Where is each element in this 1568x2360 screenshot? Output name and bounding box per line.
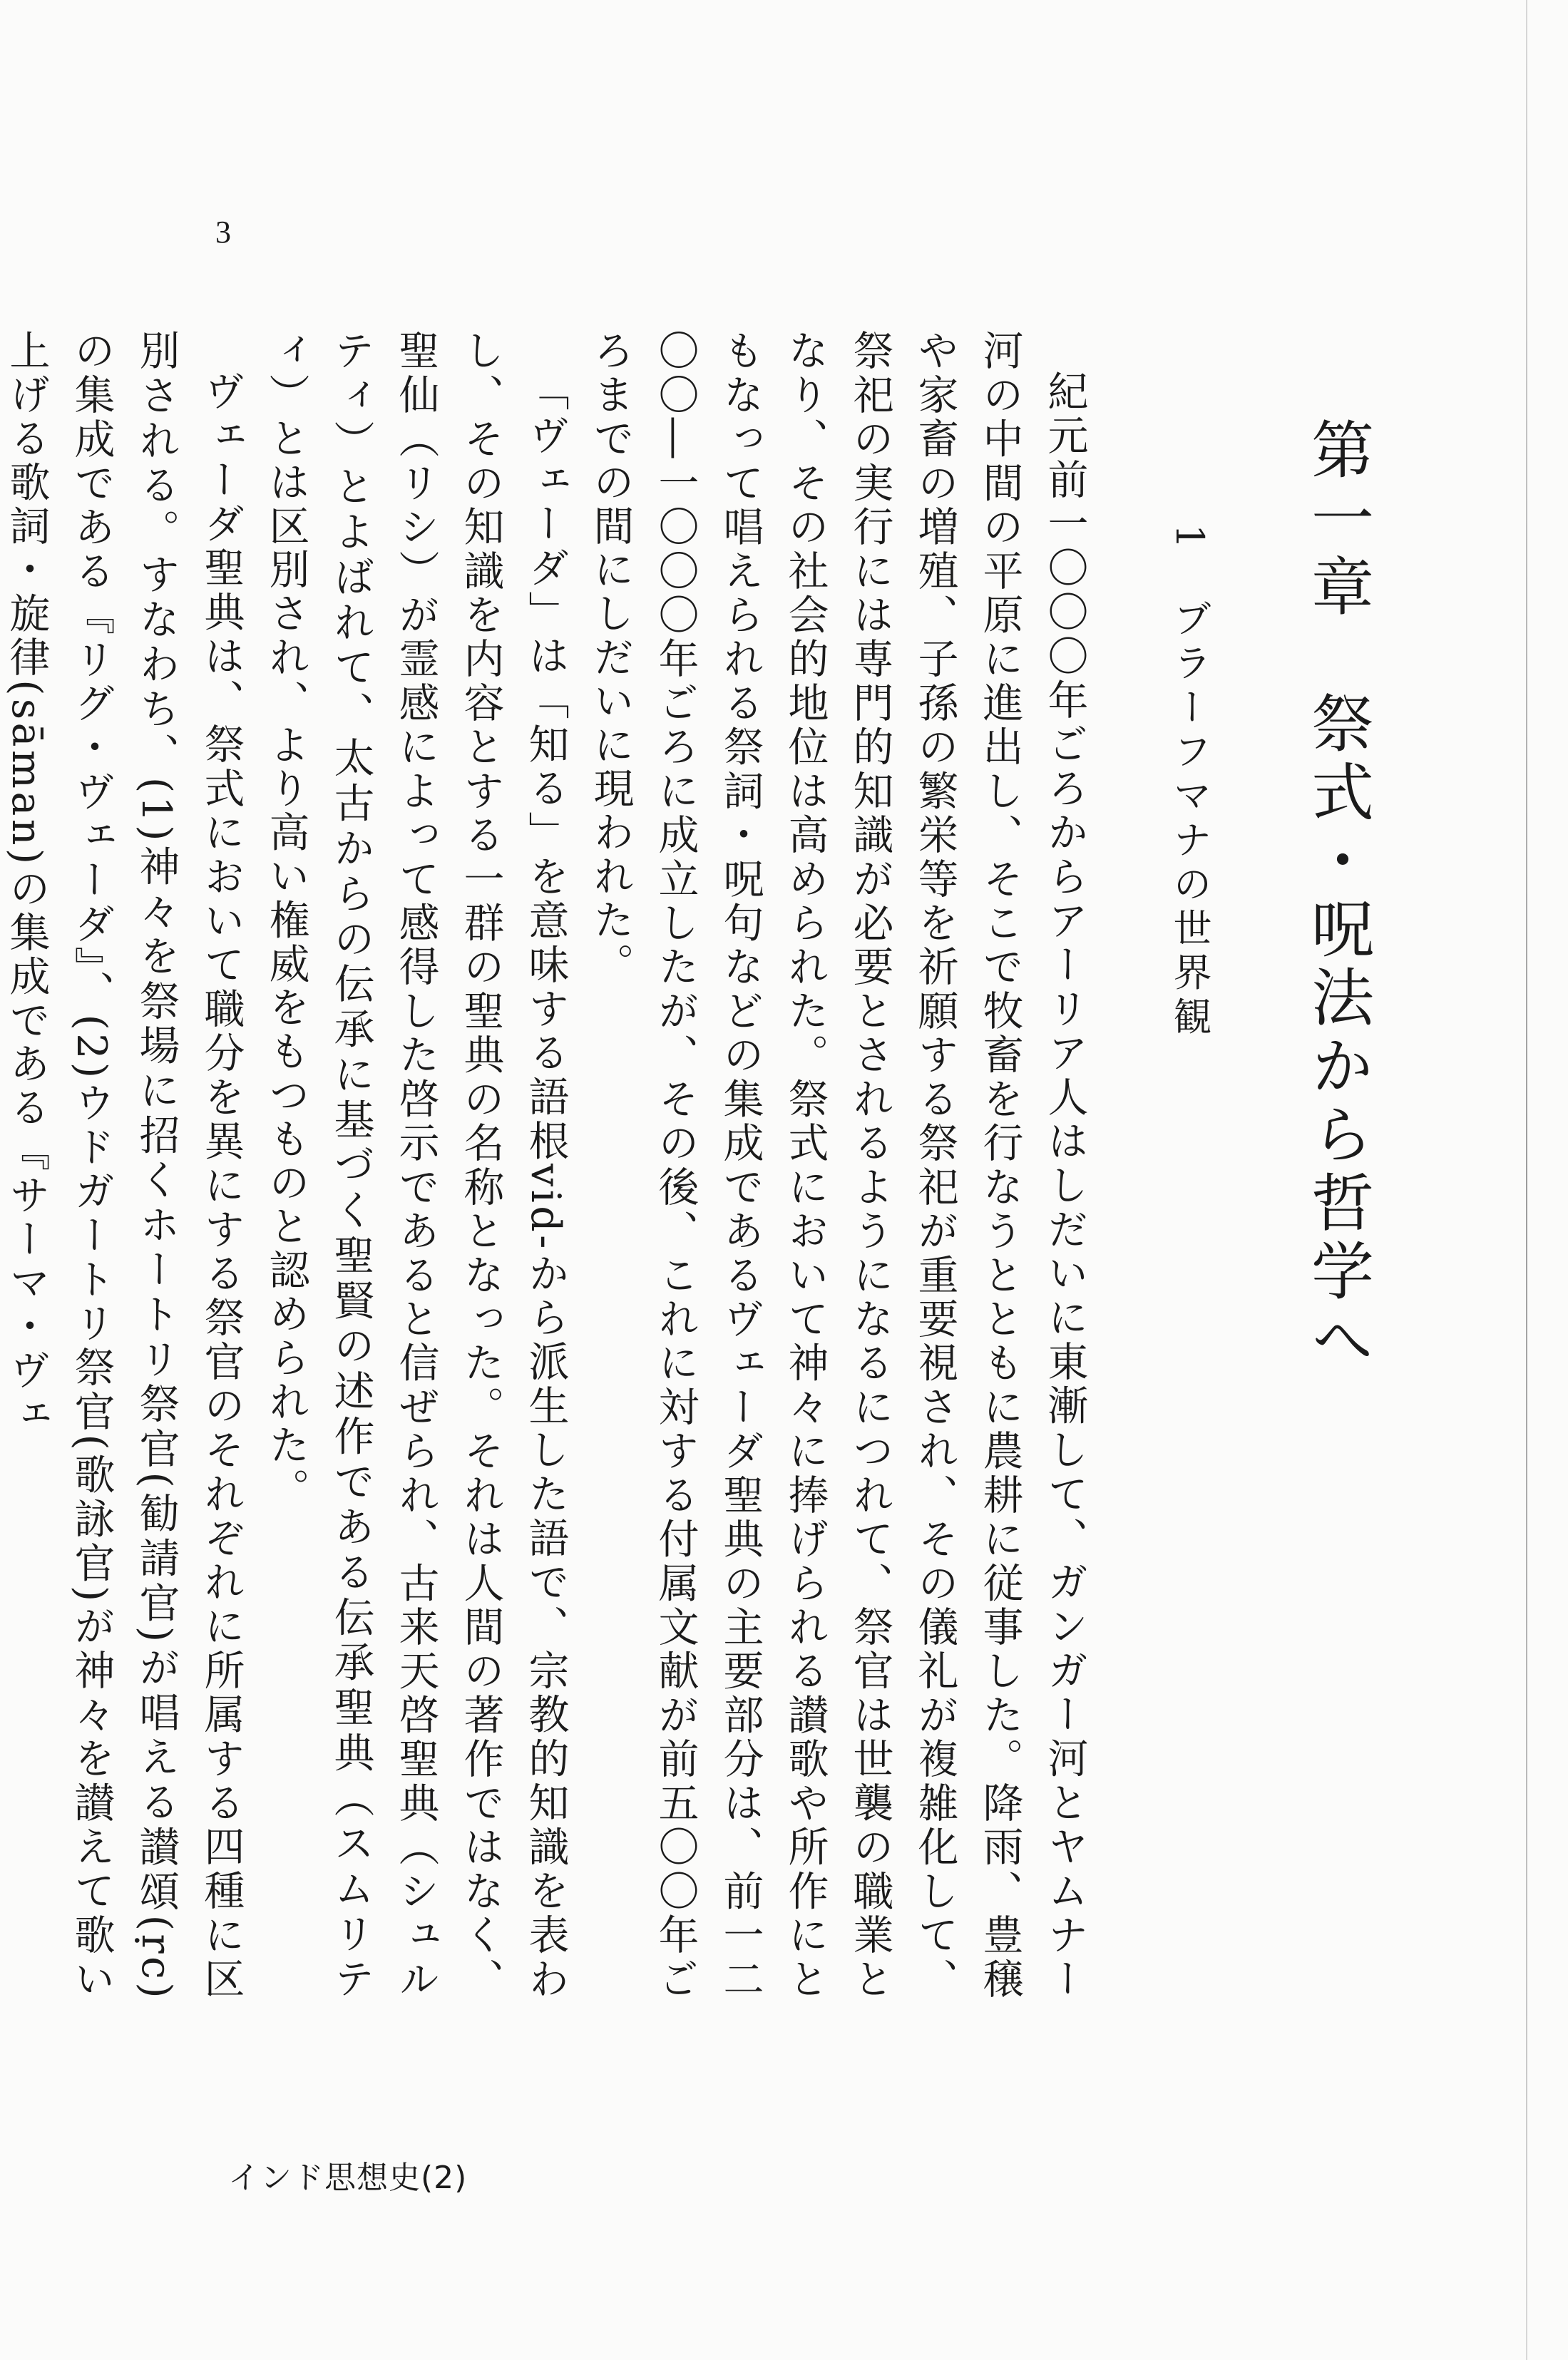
page-number: 3: [215, 215, 231, 250]
section-heading: 1 ブラーフマナの世界観: [1167, 524, 1212, 1041]
body-text: [3, 329, 1097, 2001]
book-title-footer: インド思想史(2): [228, 2160, 468, 2196]
chapter-title: 第一章 祭式・呪法から哲学へ: [1301, 417, 1375, 1375]
paragraph-2: 「ヴェーダ」は「知る」を意味する語根vid-から派生した語で、宗教的知識を表わし、その知識を内容とする一群の聖典の名称となった。それは人間の著作ではなく、聖仙（リシ）が霊感によって感得した啓示であると信ぜられ、古来天啓聖典（シュルティ）とよばれて、太古からの伝承に基づく聖賢の述作である伝承聖典（スムリティ）とは区別され、より高い権威をもつものと認められた。: [262, 329, 569, 2001]
page-edge-shadow: [1526, 0, 1527, 2360]
paragraph-3: ヴェーダ聖典は、祭式において職分を異にする祭官のそれぞれに所属する四種に区別される。すなわち、(1)神々を祭場に招くホートリ祭官(勧請官)が唱える讃頌(ṛc)の集成である『リグ・ヴェーダ』、(2)ウドガートリ祭官(歌詠官)が神々を讃えて歌い上げる歌詞・旋律(sāman)の集成である『サーマ・ヴェ: [3, 329, 245, 2001]
paragraph-1: 紀元前一〇〇〇年ごろからアーリア人はしだいに東漸して、ガンガー河とヤムナー河の中間の平原に進出し、そこで牧畜を行なうとともに農耕に従事した。降雨、豊穣や家畜の増殖、子孫の繁栄等を祈願する祭祀が重要視され、その儀礼が複雑化して、祭祀の実行には専門的知識が必要とされるようになるにつれて、祭官は世襲の職業となり、その社会的地位は高められた。祭式において神々に捧げられる讃歌や所作にともなって唱えられる祭詞・呪句などの集成であるヴェーダ聖典の主要部分は、前一二〇〇―一〇〇〇年ごろに成立したが、その後、これに対する付属文献が前五〇〇年ごろまでの間にしだいに現われた。: [587, 329, 1088, 2001]
